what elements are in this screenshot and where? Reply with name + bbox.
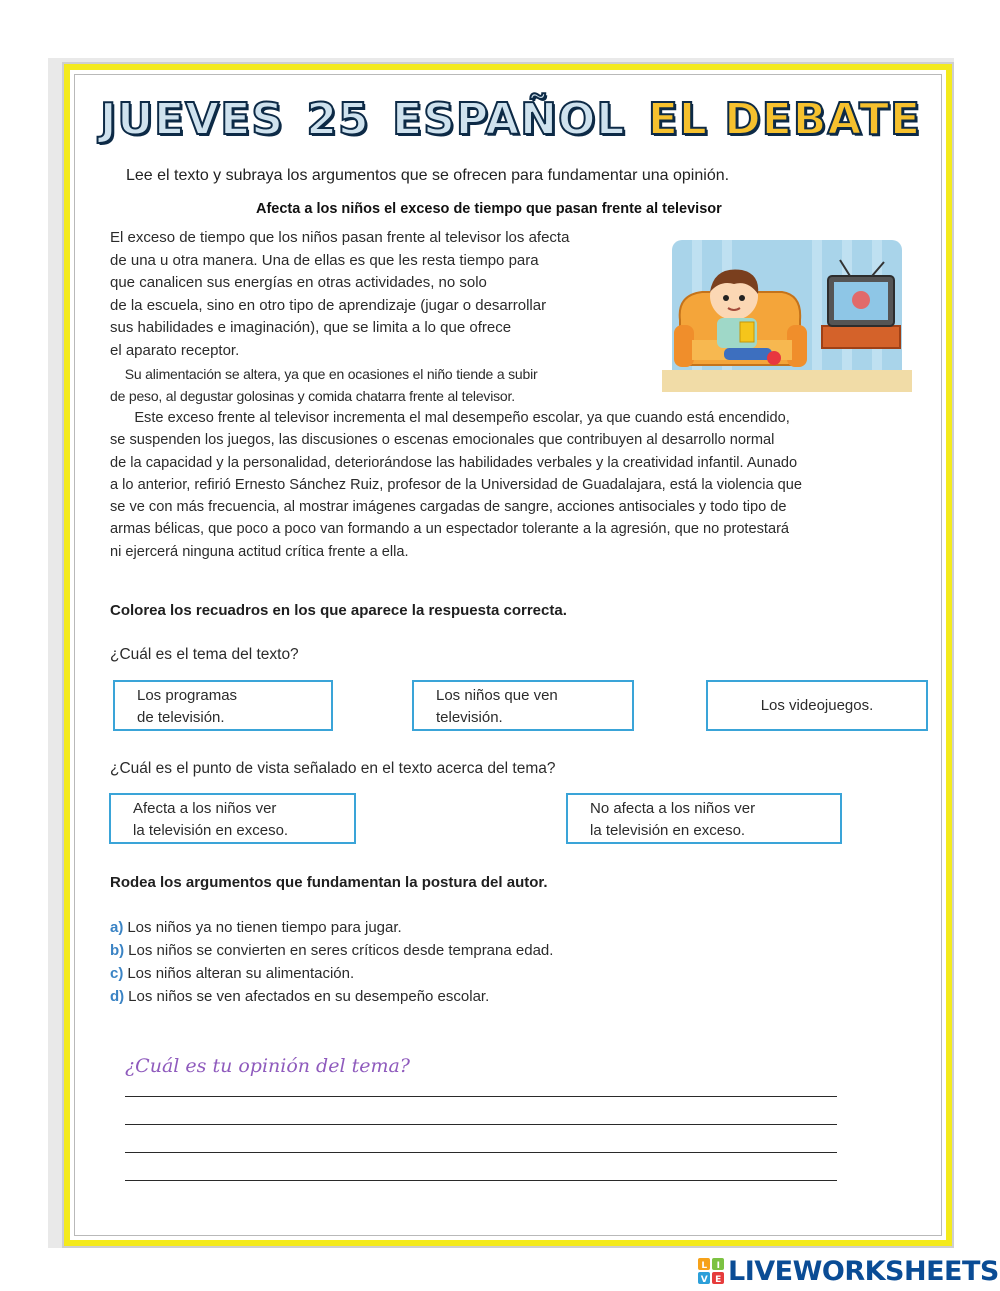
article-line[interactable]: de peso, al degustar golosinas y comida chatarra frente al televisor. [110, 388, 515, 404]
answer-box-affects-children[interactable] [109, 793, 356, 844]
argument-option-d[interactable] [110, 985, 553, 1008]
answer-text: televisión. [436, 709, 503, 726]
argument-option-b[interactable] [110, 939, 553, 962]
answer-box-videogames[interactable] [706, 680, 928, 731]
article-line[interactable]: de la capacidad y la personalidad, deteriorándose las habilidades verbales y la creatividad infantil. Aunado [110, 454, 798, 471]
worksheet-title [100, 94, 921, 145]
opinion-answer-line[interactable] [125, 1180, 837, 1181]
logo-letter: L [701, 1261, 707, 1271]
logo-letter: E [715, 1275, 721, 1284]
article-line[interactable]: se ve con más frecuencia, al mostrar imágenes cargadas de sangre, acciones antisociales y todo tipo de [110, 499, 787, 516]
article-line[interactable]: de la escuela, sino en otro tipo de aprendizaje (jugar o desarrollar [110, 296, 547, 314]
title-date: 25 [306, 94, 370, 145]
article-line[interactable]: sus habilidades e imaginación), que se limita a lo que ofrece [110, 319, 512, 336]
logo-letter: I [716, 1261, 720, 1271]
title-topic: EL DEBATE [647, 94, 922, 145]
liveworksheets-logo-icon [698, 1258, 724, 1284]
opinion-answer-line[interactable] [125, 1124, 837, 1125]
article-line[interactable]: a lo anterior, refirió Ernesto Sánchez Ruiz, profesor de la Universidad de Guadalajara, está la violencia que [110, 476, 802, 493]
article-paragraph-1 [110, 227, 569, 362]
circle-section-heading: Rodea los argumentos que fundamentan la postura del autor. [110, 874, 548, 891]
answer-text: Los programas [137, 687, 238, 704]
answer-text: de televisión. [137, 709, 225, 726]
argument-option-c[interactable] [110, 962, 553, 985]
option-letter: d) [110, 988, 125, 1005]
liveworksheets-brand[interactable] [698, 1254, 999, 1288]
brand-name: LIVEWORKSHEETS [728, 1255, 999, 1287]
opinion-answer-line[interactable] [125, 1152, 837, 1153]
article-line[interactable]: Su alimentación se altera, ya que en ocasiones el niño tiende a subir [110, 366, 538, 382]
article-paragraph-2 [110, 363, 537, 407]
option-text: Los niños ya no tienen tiempo para jugar. [127, 919, 402, 936]
worksheet-frame [64, 64, 952, 1246]
article-line[interactable]: El exceso de tiempo que los niños pasan frente al televisor los afecta [110, 229, 570, 246]
reading-instruction: Lee el texto y subraya los argumentos que se ofrecen para fundamentar una opinión. [126, 167, 730, 184]
article-line[interactable]: armas bélicas, que poco a poco van formando a un espectador tolerante a la agresión, que no protestará [110, 521, 790, 538]
answer-text: Afecta a los niños ver [133, 800, 277, 817]
option-letter: b) [110, 942, 125, 959]
article-line[interactable]: se suspenden los juegos, las discusiones o escenas emocionales que contribuyen al desarrollo normal [110, 432, 775, 449]
answer-text: Los videojuegos. [760, 696, 874, 714]
answer-text: Los niños que ven [436, 687, 558, 704]
color-section-heading: Colorea los recuadros en los que aparece la respuesta correcta. [110, 602, 567, 619]
article-paragraph-3 [110, 407, 802, 563]
logo-letter: V [700, 1275, 708, 1284]
answer-box-does-not-affect[interactable] [566, 793, 842, 844]
option-text: Los niños se ven afectados en su desempeño escolar. [128, 988, 490, 1005]
option-text: Los niños alteran su alimentación. [127, 965, 355, 982]
answer-box-children-watching-tv[interactable] [412, 680, 634, 731]
opinion-answer-line[interactable] [125, 1096, 837, 1097]
option-letter: a) [110, 919, 124, 936]
answer-text: la televisión en exceso. [133, 822, 289, 839]
title-subject: ESPAÑOL [392, 94, 626, 145]
opinion-question: ¿Cuál es tu opinión del tema? [125, 1055, 410, 1077]
question-point-of-view: ¿Cuál es el punto de vista señalado en el texto acerca del tema? [110, 760, 556, 777]
article-line[interactable]: el aparato receptor. [110, 341, 240, 359]
article-line[interactable]: ni ejercerá ninguna actitud crítica frente a ella. [110, 543, 409, 560]
title-day: JUEVES [100, 94, 284, 145]
article-line[interactable]: que canalicen sus energías en otras actividades, no solo [110, 274, 487, 291]
question-theme: ¿Cuál es el tema del texto? [110, 646, 299, 663]
option-text: Los niños se convierten en seres críticos desde temprana edad. [128, 942, 554, 959]
option-letter: c) [110, 965, 124, 982]
child-watching-tv-illustration [662, 240, 912, 392]
argument-option-a[interactable] [110, 916, 553, 939]
argument-options-list [110, 916, 553, 1008]
answer-text: la televisión en exceso. [590, 822, 746, 839]
article-line[interactable]: de una u otra manera. Una de ellas es que les resta tiempo para [110, 251, 539, 269]
answer-text: No afecta a los niños ver [590, 800, 756, 817]
answer-box-tv-programs[interactable] [113, 680, 333, 731]
article-title: Afecta a los niños el exceso de tiempo que pasan frente al televisor [256, 201, 722, 217]
article-line[interactable]: Este exceso frente al televisor incrementa el mal desempeño escolar, ya que cuando está encendido, [110, 410, 790, 426]
